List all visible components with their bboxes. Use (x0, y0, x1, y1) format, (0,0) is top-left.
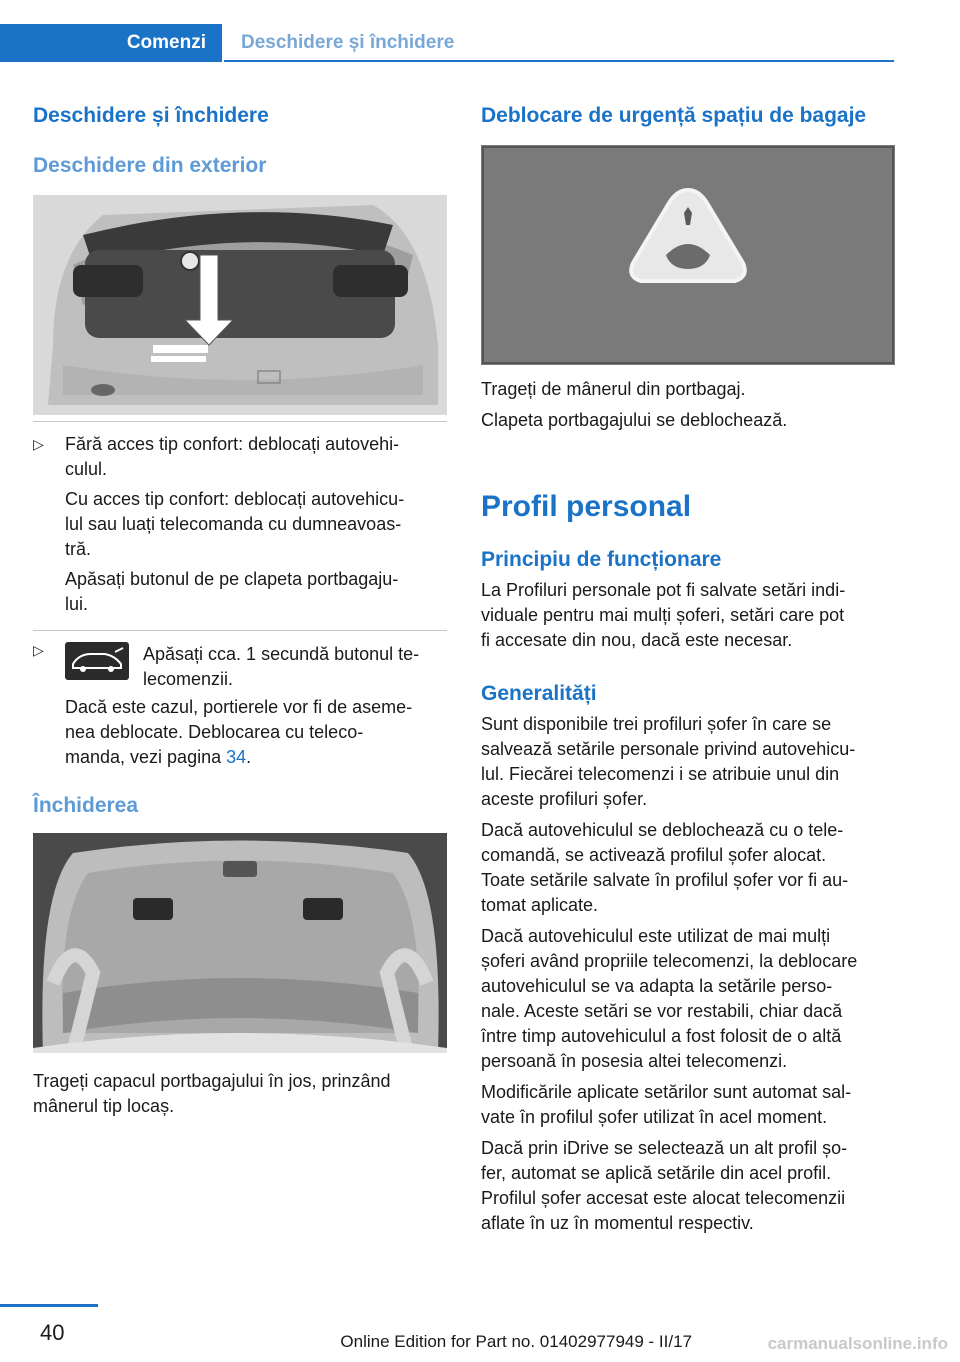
list-item-2-line-3: Dacă este cazul, portierele vor fi de aseme- (65, 697, 413, 717)
list-item-2-line-5 (65, 745, 251, 770)
header-tab-section[interactable]: Deschidere și închidere (241, 32, 455, 53)
closing-text-line-1: Trageți capacul portbagajului în jos, prinzând (33, 1071, 391, 1091)
header-rule (224, 60, 894, 62)
list-item-1-line-7: lui. (65, 594, 89, 614)
edition-text: Online Edition for Part no. 01402977949 - II/17 (340, 1332, 692, 1351)
principle-line-3: fi accesate din nou, dacă este necesar. (481, 630, 793, 650)
principle-line-2: viduale pentru mai mulți șoferi, setări care pot (481, 605, 845, 625)
list-item-1-line-3: Cu acces tip confort: deblocați autovehicu- (65, 489, 405, 509)
list-item-2-line-2: lecomenzii. (143, 669, 234, 689)
list-item-1-line-2: culul. (65, 459, 108, 479)
closing-title: Închiderea (33, 794, 139, 817)
list-item-1-line-6: Apăsați butonul de pe clapeta portbagaju- (65, 569, 399, 589)
general-p2-line-3: Toate setările salvate în profilul șofer vor fi au- (481, 870, 849, 890)
emergency-text-2: Clapeta portbagajului se deblochează. (481, 410, 788, 430)
general-p5-line-4: aflate în uz în momentul respectiv. (481, 1213, 754, 1233)
general-p5-line-2: fer, automat se aplică setările din acel profil. (481, 1163, 832, 1183)
general-p2-line-4: tomat aplicate. (481, 895, 599, 915)
list-item-1-line-1: Fără acces tip confort: deblocați autovehi- (65, 434, 400, 454)
list-bullet-icon: ▷ (33, 436, 44, 452)
trunk-lid-image (33, 833, 447, 1053)
page-number: 40 (40, 1320, 65, 1345)
list-item-2-text: manda, vezi pagina (65, 747, 227, 767)
principle-line-1: La Profiluri personale pot fi salvate setări indi- (481, 580, 846, 600)
header-tab-comenzi[interactable]: Comenzi (0, 24, 222, 62)
subsection-title: Deschidere din exterior (33, 154, 267, 177)
section-title: Deschidere și închidere (33, 104, 269, 127)
general-title: Generalități (481, 682, 597, 705)
car-rear-image (33, 195, 447, 415)
list-divider (33, 421, 447, 422)
page-header (0, 0, 960, 62)
closing-text-line-2: mânerul tip locaș. (33, 1096, 175, 1116)
list-bullet-icon: ▷ (33, 642, 44, 658)
general-p3-line-5: între timp autovehiculul a fost folosit de o altă (481, 1026, 842, 1046)
period: . (246, 747, 252, 767)
general-p1-line-1: Sunt disponibile trei profiluri șofer în care se (481, 714, 832, 734)
page-link[interactable]: 34 (226, 747, 247, 767)
general-p2-line-2: comandă, se activează profilul șofer alocat. (481, 845, 827, 865)
general-p1-line-3: lul. Fiecărei telecomenzi i se atribuie unul din (481, 764, 840, 784)
watermark: carmanualsonline.info (767, 1334, 948, 1353)
general-p2-line-1: Dacă autovehiculul se deblochează cu o tele- (481, 820, 844, 840)
general-p5-line-1: Dacă prin iDrive se selectează un alt profil șo- (481, 1138, 848, 1158)
general-p3-line-3: autovehiculul se va adapta la setările perso- (481, 976, 833, 996)
list-item-1-line-5: tră. (65, 539, 92, 559)
profile-section-title: Profil personal (481, 490, 692, 523)
general-p5-line-3: Profilul șofer accesat este alocat telecomenzii (481, 1188, 846, 1208)
general-p1-line-4: aceste profiluri șofer. (481, 789, 648, 809)
list-item-2-line-1: Apăsați cca. 1 secundă butonul te- (143, 644, 420, 664)
list-divider (33, 630, 447, 631)
general-p3-line-4: nale. Aceste setări se vor restabili, chiar dacă (481, 1001, 843, 1021)
general-p4-line-1: Modificările aplicate setărilor sunt automat sal- (481, 1082, 852, 1102)
general-p1-line-2: salvează setările personale privind autovehicu- (481, 739, 856, 759)
emergency-title: Deblocare de urgență spațiu de bagaje (481, 104, 867, 127)
principle-title: Principiu de funcționare (481, 548, 722, 571)
general-p3-line-6: persoană în posesia altei telecomenzi. (481, 1051, 788, 1071)
list-item-1-line-4: lul sau luați telecomanda cu dumneavoas- (65, 514, 402, 534)
general-p3-line-2: șoferi având propriile telecomenzi, la deblocare (481, 951, 858, 971)
general-p4-line-2: vate în profilul șofer utilizat în acel moment. (481, 1107, 828, 1127)
trunk-remote-button-icon (65, 642, 129, 680)
emergency-release-image (481, 145, 895, 365)
general-p3-line-1: Dacă autovehiculul este utilizat de mai mulți (481, 926, 831, 946)
emergency-text-1: Trageți de mânerul din portbagaj. (481, 379, 746, 399)
footer-rule (0, 1304, 98, 1307)
list-item-2-line-4: nea deblocate. Deblocarea cu teleco- (65, 722, 364, 742)
